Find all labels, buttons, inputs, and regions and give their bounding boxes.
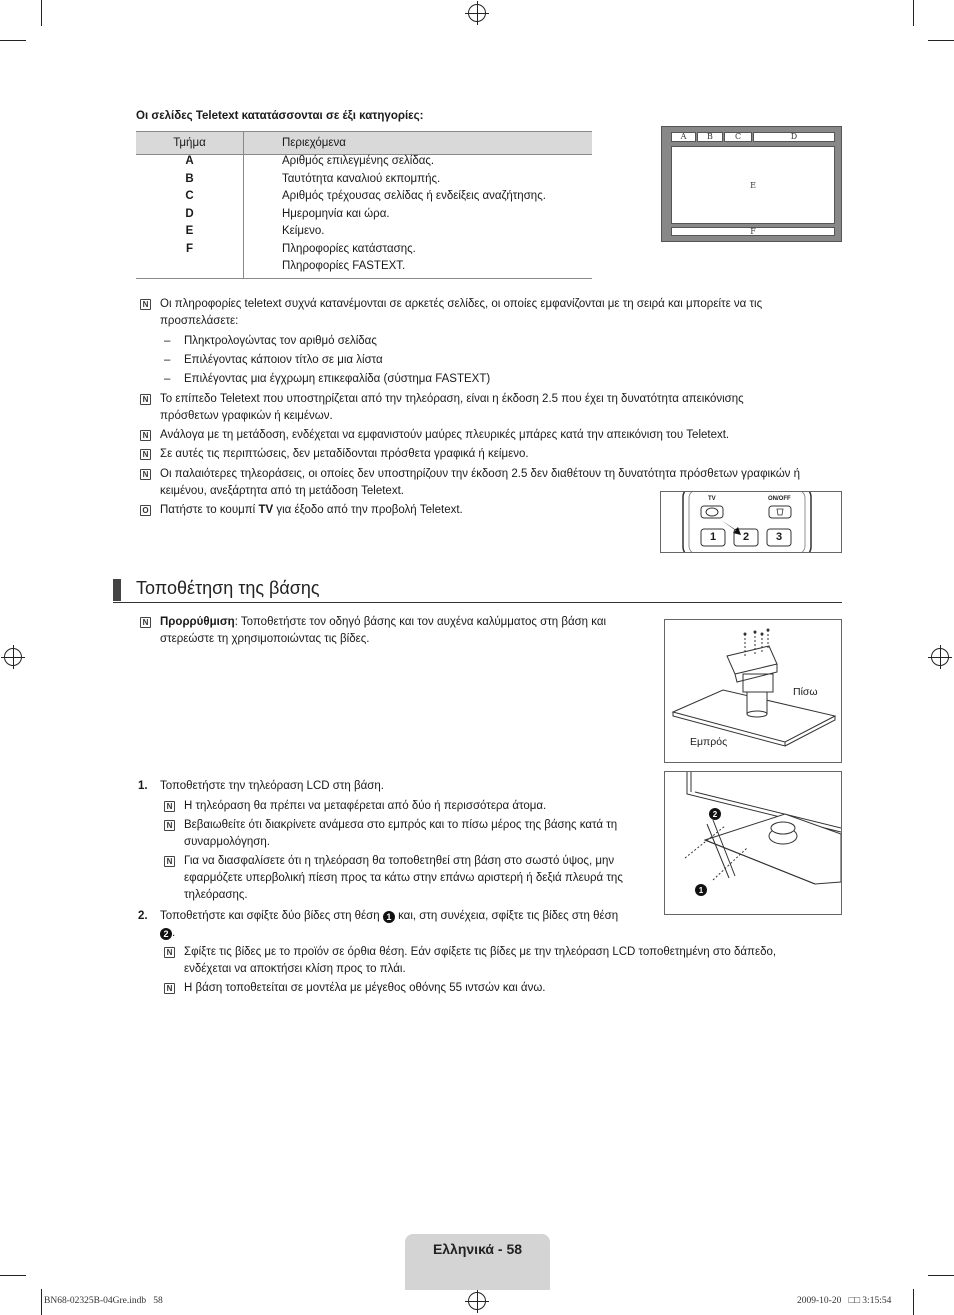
screen-segment-a: A <box>671 132 696 142</box>
step2-text-b: και, στη συνέχεια, σφίξτε τις βίδες στη θέση <box>394 910 619 922</box>
step-number: 2. <box>138 910 148 922</box>
table-cell: Πληροφορίες FASTEXT. <box>244 260 593 278</box>
table-cell <box>136 260 244 278</box>
note-text: Οι παλαιότερες τηλεοράσεις, οι οποίες δεν υποστηρίζουν την έκδοση 2.5 δεν διαθέτουν τη δυνατότητα πρόσθετων γραφικών ή <box>160 468 801 480</box>
note-icon <box>164 983 175 994</box>
table-header-contents: Περιεχόμενα <box>244 132 593 155</box>
note-icon <box>140 430 151 441</box>
table-cell: Αριθμός επιλεγμένης σελίδας. <box>282 155 435 167</box>
section-title: Τοποθέτηση της βάσης <box>136 578 320 598</box>
note-text: Για να διασφαλίσετε ότι η τηλεόραση θα τοποθετηθεί στη βάση στο σωστό ύψος, μην <box>184 855 615 867</box>
note-icon <box>140 469 151 480</box>
note-text: εφαρμόζετε υπερβολική πίεση προς τα κάτω στην επάνω αριστερή ή δεξιά πλευρά της <box>184 872 623 884</box>
teletext-screen-diagram <box>661 126 842 242</box>
front-label: Εμπρός <box>690 736 728 748</box>
crop-mark <box>0 1275 26 1276</box>
footer-filename: BN68-02325B-04Gre.indb 58 <box>44 1296 163 1306</box>
note-text: πρόσθετων γραφικών ή κειμένων. <box>160 410 333 422</box>
crop-mark <box>928 40 954 41</box>
note-icon <box>164 947 175 958</box>
note-text: Η τηλεόραση θα πρέπει να μεταφέρεται από δύο ή περισσότερα άτομα. <box>184 800 547 812</box>
exit-note <box>160 502 463 519</box>
note-text: Η βάση τοποθετείται σε μοντέλα με μέγεθος οθόνης 55 ιντσών και άνω. <box>184 982 546 994</box>
table-header-row <box>136 132 592 155</box>
crop-mark <box>928 1275 954 1276</box>
position-2-icon: 2 <box>160 928 172 940</box>
preset-bold: Προρρύθμιση <box>160 616 235 628</box>
screw-fastening-figure <box>664 771 842 915</box>
remote-key-2: 2 <box>742 531 750 543</box>
note-text: Το επίπεδο Teletext που υποστηρίζεται από την τηλεόραση, είναι η έκδοση 2.5 που έχει τη δυνατότητα απεικόνισης <box>160 393 744 405</box>
svg-text:2: 2 <box>712 810 718 819</box>
step-text: Τοποθετήστε την τηλεόραση LCD στη βάση. <box>160 780 384 792</box>
registration-mark-icon <box>468 4 486 22</box>
table-cell: Κείμενο. <box>282 225 325 237</box>
note-text: Σφίξτε τις βίδες με το προϊόν σε όρθια θέση. Εάν σφίξετε τις βίδες με την τηλεόραση LCD τοποθετημένη στο δάπεδο, <box>184 946 777 958</box>
preset-text-line2: στερεώστε τη χρησιμοποιώντας τις βίδες. <box>160 633 370 645</box>
preset-note <box>160 614 606 631</box>
svg-text:1: 1 <box>698 886 704 895</box>
dash-marker: – <box>164 335 171 347</box>
table-row <box>136 190 592 208</box>
note-icon <box>140 617 151 628</box>
teletext-table <box>136 131 592 279</box>
table-row <box>136 260 592 278</box>
remote-onoff-label: ON/OFF <box>768 496 791 502</box>
step2-text-c: . <box>172 927 176 939</box>
step-text <box>160 925 175 942</box>
table-cell: E <box>136 225 244 243</box>
section-marker <box>113 579 121 601</box>
note-icon <box>140 394 151 405</box>
exit-note-icon <box>140 505 151 516</box>
exit-note-pre: Πατήστε το κουμπί <box>160 504 259 516</box>
step-number: 1. <box>138 780 148 792</box>
remote-key-3: 3 <box>775 531 783 543</box>
crop-mark <box>0 40 26 41</box>
table-cell: Πληροφορίες κατάστασης. <box>282 242 416 255</box>
note-icon <box>164 820 175 831</box>
teletext-intro: Οι σελίδες Teletext κατατάσσονται σε έξι κατηγορίες: <box>136 110 424 122</box>
screen-segment-f: F <box>671 227 835 236</box>
remote-illustration <box>661 492 841 552</box>
crop-mark <box>41 1289 42 1315</box>
table-cell: C <box>136 190 244 208</box>
table-cell: Ημερομηνία και ώρα. <box>282 207 390 220</box>
table-cell: B <box>136 173 244 191</box>
note-text: τηλεόρασης. <box>184 889 248 901</box>
screen-segment-b: B <box>697 132 723 142</box>
table-row <box>136 173 592 191</box>
note-text: Βεβαιωθείτε ότι διακρίνετε ανάμεσα στο εμπρός και το πίσω μέρος της βάσης κατά τη <box>184 819 618 831</box>
note-text: Ανάλογα με τη μετάδοση, ενδέχεται να εμφανιστούν μαύρες πλευρικές μπάρες κατά την απεικόνιση του Teletext. <box>160 429 730 441</box>
registration-mark-icon <box>4 648 22 666</box>
remote-tv-label: TV <box>708 496 716 502</box>
footer-timestamp: 2009-10-20 □□ 3:15:54 <box>797 1296 892 1306</box>
dash-item: Πληκτρολογώντας τον αριθμό σελίδας <box>184 335 377 347</box>
note-text: κειμένου, ανεξάρτητα από τη μετάδοση Teletext. <box>160 485 404 497</box>
registration-mark-icon <box>931 648 949 666</box>
table-header-section: Τμήμα <box>136 132 244 155</box>
table-cell: Ταυτότητα καναλιού εκπομπής. <box>282 172 441 185</box>
note-icon <box>164 856 175 867</box>
note-icon <box>140 449 151 460</box>
remote-control-diagram <box>660 491 842 553</box>
table-row <box>136 208 592 226</box>
screen-segment-e: E <box>671 146 835 224</box>
note-text: ενδέχεται να αποκτήσει κλίση προς το πλάι. <box>184 963 406 975</box>
section-divider <box>113 602 842 603</box>
screen-segment-d: D <box>753 132 835 142</box>
page-label: Ελληνικά - 58 <box>432 1241 523 1257</box>
crop-mark <box>41 0 42 26</box>
note-text: Οι πληροφορίες teletext συχνά κατανέμονται σε αρκετές σελίδες, οι οποίες εμφανίζονται με τη σειρά και μπορείτε να τις <box>160 298 763 310</box>
table-row <box>136 225 592 243</box>
exit-note-post: για έξοδο από την προβολή Teletext. <box>273 504 463 516</box>
stand-assembly-figure <box>664 619 842 763</box>
note-icon <box>140 299 151 310</box>
position-1-icon: 1 <box>383 911 395 923</box>
note-icon <box>164 801 175 812</box>
table-cell: F <box>136 243 244 261</box>
dash-marker: – <box>164 354 171 366</box>
remote-key-1: 1 <box>709 531 717 543</box>
crop-mark <box>913 1289 914 1315</box>
table-row <box>136 155 592 173</box>
table-row <box>136 243 592 261</box>
back-label: Πίσω <box>793 686 818 698</box>
step2-text-a: Τοποθετήστε και σφίξτε δύο βίδες στη θέση <box>160 910 383 922</box>
screen-segment-c: C <box>724 132 752 142</box>
note-text: προσπελάσετε: <box>160 315 239 327</box>
dash-marker: – <box>164 373 171 385</box>
step-text <box>160 908 618 925</box>
table-cell: D <box>136 208 244 226</box>
registration-mark-icon <box>468 1292 486 1310</box>
exit-note-key: TV <box>258 504 274 516</box>
dash-item: Επιλέγοντας κάποιον τίτλο σε μια λίστα <box>184 354 383 366</box>
screw-illustration <box>665 772 841 914</box>
dash-item: Επιλέγοντας μια έγχρωμη επικεφαλίδα (σύστημα FASTEXT) <box>184 373 491 385</box>
note-text: Σε αυτές τις περιπτώσεις, δεν μεταδίδονται πρόσθετα γραφικά ή κείμενο. <box>160 448 529 460</box>
table-cell: Αριθμός τρέχουσας σελίδας ή ενδείξεις αναζήτησης. <box>282 190 546 202</box>
note-text: συναρμολόγηση. <box>184 836 270 848</box>
table-cell: A <box>136 155 244 173</box>
crop-mark <box>913 0 914 26</box>
preset-text: : Τοποθετήστε τον οδηγό βάσης και τον αυχένα καλύμματος στη βάση και <box>234 616 607 628</box>
